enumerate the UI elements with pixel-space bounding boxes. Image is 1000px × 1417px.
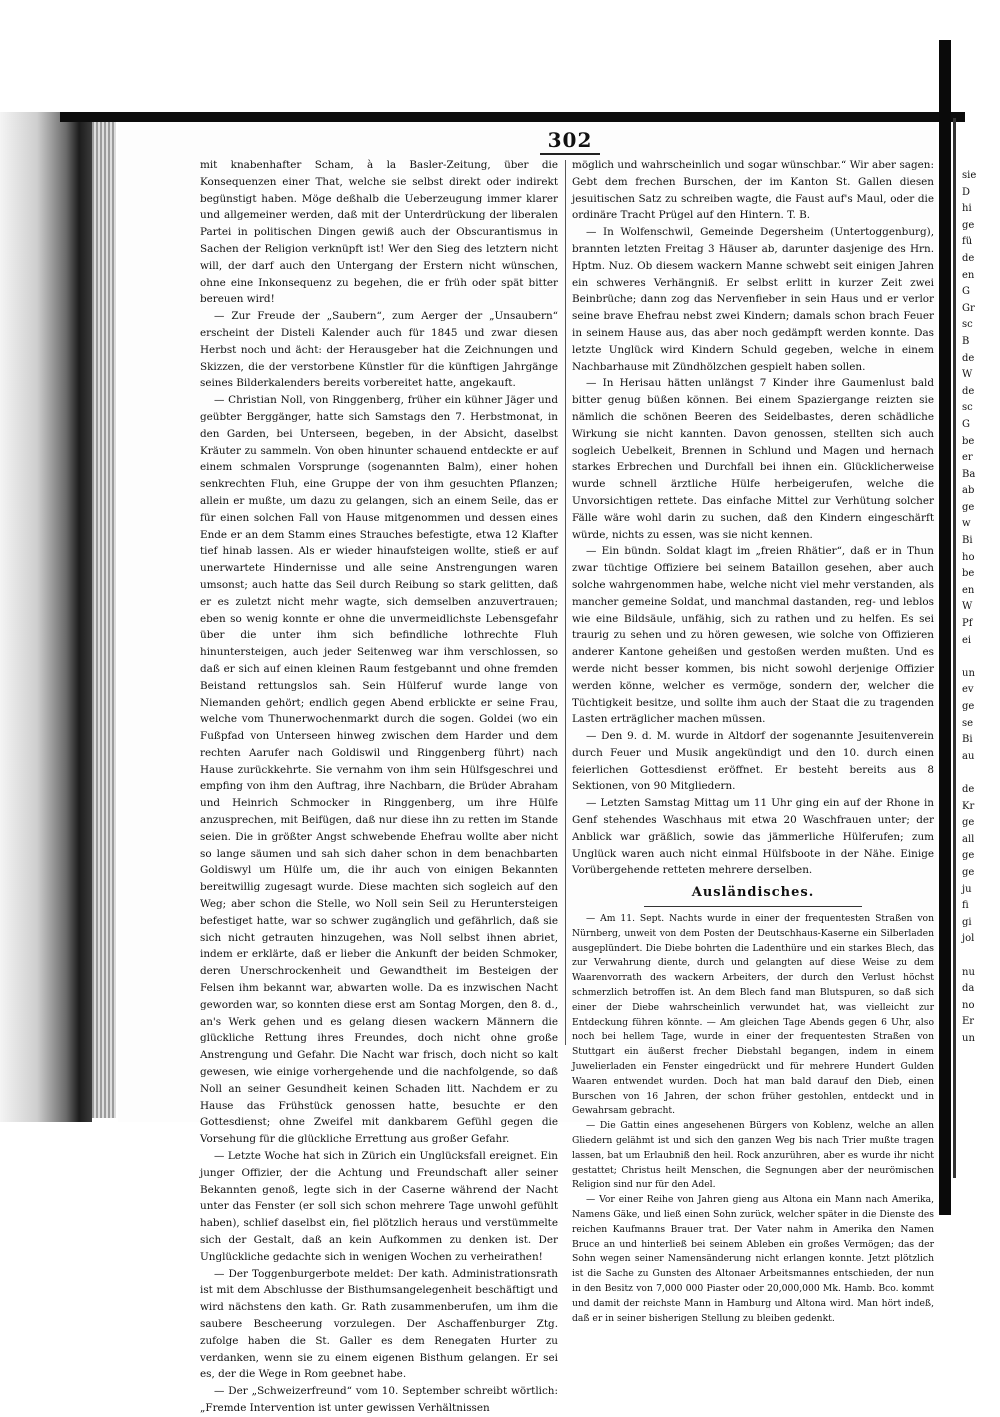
article-paragraph: — In Wolfenschwil, Gemeinde Degersheim (Untertoggenburg), brannten letzten Freitag 3 Häuser ab, darunter dasjenige des Hrn. Hptm. Nuz. Ob diesem wackern Manne schwebt seit einigen Jahren ein schweres Verhängniß. Er selbst erlitt in kurzer Zeit zwei Beinbrüche; dann zog das Nervenfieber in sein Haus und er verlor seine brave Ehefrau nebst zwei Kindern; damals schon brach Feuer in seinem Hause aus, das aber noch gedämpft werden konnte. Das letzte Unglück wird Kindern Schuld gegeben, welche in einem Nachbarhause mit Zündhölzchen gespielt haben sollen. — [572, 226, 934, 373]
fragment-line: jol — [962, 933, 975, 945]
article-paragraph: mit knabenhafter Scham, à la Basler-Zeitung, über die Konsequenzen einer That, welche sie selbst direkt oder indirekt begünstigt haben. Möge deßhalb die Ueberzeugung immer klarer und allgemeiner werden, daß mit der Unterdrückung der liberalen Partei in politischen Dingen gewiß auch der Obscurantismus in Sachen der Religion verknüpft ist! Wer den Sieg des letztern nicht will, der darf auch den Untergang der Erstern nicht wünschen, ohne eine Inkonsequenz zu begehen, die er früh oder spät bitter bereuen wird! — [200, 159, 558, 306]
fragment-line: ge — [962, 219, 975, 231]
fragment-line: Bi — [962, 535, 973, 547]
fragment-line: Pf — [962, 618, 973, 630]
fragment-line: ge — [962, 701, 975, 712]
fragment-line: no — [962, 999, 975, 1011]
foreign-news-paragraph: — Am 11. Sept. Nachts wurde in einer der frequentesten Straßen von Nürnberg, unweit von dem Posten der Deutschhaus-Kaserne ein Silberladen ausgeplündert. Die Diebe bohrten die Ladenthüre und ein starkes Blech, das zur Verwahrung diente, durch und gelangten auf diese Weise zu dem Waarenvorrath des wackern Arbeiters, der durch den Verlust höchst schmerzlich betroffen ist. An dem Blech fand man Blutspuren, so daß sich einer der Diebe wahrscheinlich verwundet hat, was vielleicht zur Entdeckung führen könnte. — Am gleichen Tage Abends gegen 6 Uhr, also noch bei hellem Tage, wurde in einer der frequentesten Straßen von Stuttgart ein äußerst frecher Diebstahl begangen, indem in einem Juwelierladen ein Fenster eingedrückt und für mehrere Hundert Gulden Waaren entwendet wurden. Doch hat man bald darauf den Dieb, einen Burschen von 16 Jahren, der schon früher gestohlen, entdeckt und in Gewahrsam gebracht. — [572, 913, 934, 1117]
left-column — [200, 157, 558, 1414]
book-spine — [0, 112, 92, 1122]
fragment-line — [962, 948, 1000, 965]
top-border — [60, 112, 965, 122]
fragment-line: W — [962, 369, 973, 381]
foreign-news-paragraph: — Die Gattin eines angesehenen Bürgers von Koblenz, welche an allen Gliedern gelähmt ist und sich den ganzen Weg bis nach Trier mußte tragen lassen, bat um Erlaubniß den heil. Rock anzurühren, aber es wurde ihr nicht gestattet; Christus heilt Menschen, die Segnungen aber der neurömischen Religion sind nur für den Adel. — [572, 1120, 934, 1191]
fragment-line: Ba — [962, 468, 976, 480]
fragment-line: hi — [962, 203, 972, 215]
fragment-line: W — [962, 601, 973, 613]
fragment-line: de — [962, 352, 975, 364]
fragment-line: da — [962, 983, 975, 995]
article-paragraph: — Zur Freude der „Saubern“, zum Aerger der „Unsaubern“ erscheint der Disteli Kalender auch für 1845 und zwar diesen Herbst noch und ächt: der Herausgeber hat die Zeichnungen und Skizzen, die der verstorbene Künstler für die künftigen Jahrgänge seines Bilderkalenders bereits vorbereitet hatte, angekauft. — [200, 310, 558, 390]
fragment-line: G — [962, 286, 970, 298]
page-edges — [92, 118, 116, 1118]
fragment-line: be — [962, 435, 975, 447]
fragment-line: nu — [962, 966, 975, 978]
fragment-line: sc — [962, 319, 973, 331]
page-number-rule — [540, 153, 600, 155]
fragment-line: de — [962, 252, 975, 264]
fragment-line: se — [962, 717, 974, 729]
right-column — [572, 157, 934, 1324]
fragment-line: ev — [962, 684, 974, 696]
fragment-line: B — [962, 335, 970, 347]
fragment-line — [962, 649, 1000, 666]
fragment-line: un — [962, 667, 975, 679]
fragment-line: Kr — [962, 800, 975, 812]
gutter-line — [953, 118, 956, 1178]
adjacent-page-fragments — [962, 168, 1000, 1168]
article-paragraph: — Ein bündn. Soldat klagt im „freien Rhätier“, daß er in Thun zwar tüchtige Offiziere bei seinem Bataillon gesehen, aber auch solche wahrgenommen habe, welche nicht viel mehr verstanden, als mancher gemeine Soldat, und manchmal dastanden, reg- und leblos wie eine Bildsäule, unfähig, sich zu rathen und zu helfen. Es sei traurig zu sehen und zu hören gewesen, wie solche von Offizieren anderer Kantone geheißen und gestoßen werden mußten. Und es werde nicht besser kommen, bis nicht sowohl derjenige Offizier werden könne, welcher es vermöge, sondern der, welcher die Tüchtigkeit besitze, und sollte ihm auch der Staat die zu tragenden Lasten erträglicher machen müssen. — [572, 545, 934, 726]
foreign-news-paragraph: — Vor einer Reihe von Jahren gieng aus Altona ein Mann nach Amerika, Namens Gäke, und ließ einen Sohn zurück, welcher später in die Dienste des reichen Kaufmanns Brauer trat. Der Vater nahm in Amerika den Namen Bruce an und hinterließ bei seinem Ableben ein großes Vermögen; das der Sohn wegen seiner Namensänderung nicht erlangen konnte. Jetzt plötzlich ist die Sache zu Gunsten des Altonaer Arbeitsmannes entschieden, der nun in den Besitz von 7,000 000 Piaster oder 20,000,000 Mk. Hamb. Bco. kommt und damit der reichste Mann in Hamburg und Altona wird. Man hört indeß, daß er in seiner bisherigen Stellung zu bleiben gedenkt. — [572, 1194, 934, 1324]
article-paragraph: — Den 9. d. M. wurde in Altdorf der sogenannte Jesuitenverein durch Feuer und Musik angekündigt und den 10. durch einen feierlichen Gottesdienst eröffnet. Er besteht bereits aus 8 Sektionen, von 90 Mitgliedern. — [572, 730, 934, 793]
fragment-line: gi — [962, 916, 972, 928]
fragment-line: w — [962, 518, 971, 530]
fragment-line: de — [962, 783, 975, 795]
section-heading-rule — [644, 906, 861, 907]
article-paragraph: möglich und wahrscheinlich und sogar wünschbar.“ Wir aber sagen: Gebt dem frechen Burschen, der im Kanton St. Gallen diesen jesuitischen Satz zu schreiben wagte, die Faust auf's Maul, oder die ordinäre Tracht Prügel auf den Hintern. T. B. — [572, 159, 934, 222]
fragment-line: sie — [962, 170, 977, 181]
fragment-line: Gr — [962, 302, 975, 314]
fragment-line: ge — [962, 866, 975, 878]
column-divider — [565, 160, 566, 1045]
fragment-line: ge — [962, 850, 975, 862]
fragment-line: D — [962, 186, 971, 198]
section-heading: Ausländisches. — [691, 885, 815, 901]
fragment-line: ge — [962, 817, 975, 829]
fragment-line — [962, 765, 1000, 782]
page-number: 302 — [547, 128, 593, 152]
article-paragraph: — Letzte Woche hat sich in Zürich ein Unglücksfall ereignet. Ein junger Offizier, der die Achtung und Freundschaft aller seiner Bekannten genoß, legte sich in der Caserne während der Nacht unter das Fenster (er soll sich schon mehrere Tage unwohl gefühlt haben), schlief daselbst ein, fiel plötzlich heraus und verstümmelte sich der Gestalt, daß an kein Aufkommen zu denken ist. Der Unglückliche gedachte sich in wenigen Wochen zu verheirathen! — [200, 1150, 558, 1263]
gutter-bar — [939, 40, 951, 1215]
article-paragraph: — Der „Schweizerfreund“ vom 10. September schreibt wörtlich: „Fremde Intervention ist unter gewissen Verhältnissen — [200, 1385, 558, 1414]
fragment-line: en — [962, 584, 975, 596]
article-paragraph: — Letzten Samstag Mittag um 11 Uhr ging ein auf der Rhone in Genf stehendes Waschhaus mit etwa 20 Waschfrauen unter; der Anblick war gräßlich, sowie das jämmerliche Hülferufen; zum Unglück waren auch nicht einmal Hülfsboote in der Nähe. Einige Vorübergehende retteten mehrere derselben. — [572, 797, 934, 877]
fragment-line: be — [962, 568, 975, 580]
article-paragraph: — Der Toggenburgerbote meldet: Der kath. Administrationsrath ist mit dem Abschlusse der Bisthumsangelegenheit beschäftigt und wird nächstens den kath. Gr. Rath zusammenberufen, um ihm die saubere Bescheerung vorzulegen. Der Aschaffenburger Ztg. zufolge haben die St. Galler es dem Renegaten Hurter zu verdanken, wenn sie zu einem eigenen Bisthum gelangen. Er sei es, der die Wege in Rom geebnet habe. — [200, 1267, 558, 1381]
article-paragraph: — In Herisau hätten unlängst 7 Kinder ihre Gaumenlust bald bitter genug büßen können. Bei einem Spaziergange reizten sie nämlich die schönen Beeren des Seidelbastes, deren schädliche Wirkung sie nicht kannten. Davon genossen, stellten sich auch sogleich Uebelkeit, Brennen in Schlund und Magen und hernach starkes Erbrechen und Durchfall bei ihnen ein. Glücklicherweise wurde schnell ärztliche Hülfe herbeigerufen, welche die Unvorsichtigen rettete. Das einfache Mittel zur Verhütung solcher Fälle wäre wohl darin zu suchen, daß den Kindern eingeschärft würde, nichts zu essen, was sie nicht kennen. — [572, 377, 934, 541]
fragment-line: G — [962, 418, 970, 430]
fragment-line: ge — [962, 501, 975, 513]
fragment-line: ei — [962, 634, 972, 646]
article-paragraph: — Christian Noll, von Ringgenberg, früher ein kühner Jäger und geübter Berggänger, hatte sich Samstags den 7. Herbstmonat, in den Garden, bei Unterseen, begeben, in der Absicht, daselbst Kräuter zu sammeln. Von oben hinunter schauend entdeckte er auf einem schmalen Vorsprunge (sogenannten Balm), einer hohen senkrechten Fluh, eine Gruppe der von ihm gesuchten Pflanzen; allein er mußte, um dazu zu gelangen, sich an einem Seile, das er für einen solchen Fall von Hause mitgenommen und dessen eines Ende er an dem Stamm eines Strauches befestigte, etwa 12 Klafter tief hinab lassen. Als er wieder hinaufsteigen wollte, stieß er auf unerwartete Hindernisse und alle seine Anstrengungen waren umsonst; auch hatte das Seil durch Reibung so stark gelitten, daß er es zuletzt nicht mehr wagte, sich demselben anzuvertrauen; eben so wenig konnte er ohne die unvermeidlichste Lebensgefahr über die unter ihm sich befindliche lothrechte Fluh hinuntersteigen, auch jeder Seitenweg war ihm verschlossen, so daß er sich auf einen kleinen Raum festgebannt und ohne fremden Beistand rettungslos sah. Sein Hülferuf wurde lange von Niemanden gehört; endlich gegen Abend erblickte er seine Frau, welche vom Thunerwochenmarkt durch die sogen. Goldei (wo ein Fußpfad von Unterseen hinweg zwischen dem Harder und dem rechten Aarufer nach Goldiswil und Ringgenberg führt) nach Hause zurückkehrte. Sie vernahm von ihm sein Hülfsgeschrei und empfing von ihm den Auftrag, ihre Nachbarn, die Brüder Abraham und Heinrich Schmocker in Ringgenberg, um ihre Hülfe anzusprechen, mit Beifügen, daß nur diese ihn zu retten im Stande seien. Die in größter Angst schwebende Ehefrau wollte aber nicht so lange säumen und sah sich daher schon in dem benachbarten Goldiswyl um Hülfe um, die ihr auch von einigen Bekannten bereitwillig zugesagt wurde. Diese machten sich sogleich auf den Weg; aber schon die Stelle, wo Noll sein Seil zu Heruntersteigen befestiget hatte, war so schwer zugänglich und gefährlich, daß sie sich nicht getrauten hinzugehen, was Noll selbst ihnen abriet, indem er erklärte, daß er lieber die Ankunft der beiden Schmoker, deren Unerschrockenheit und Gewandtheit im Besteigen der Felsen ihm bekannt war, abwarten wolle. Da es inzwischen Nacht geworden war, so konnten diese erst am Sontag Morgen, den 8. d., an's Werk gehen und es gelang diesen wackern Männern die glückliche Rettung ihres Freundes, doch nicht ohne große Anstrengung und Gefahr. Die Nacht war frisch, doch nicht so kalt gewesen, wie einige vorhergehende und die nachfolgende, so daß Noll an seiner Gesundheit keinen Schaden litt. Nachdem er zu Hause das Frühstück genossen hatte, besuchte er den Gottesdienst; ohne Zweifel mit dankbarem Gefühl gegen die Vorsehung für die glückliche Errettung aus großer Gefahr. — [200, 394, 558, 1146]
fragment-line: sc — [962, 402, 973, 414]
fragment-line: er — [962, 452, 973, 464]
fragment-line: ju — [962, 883, 972, 895]
fragment-line: un — [962, 1032, 975, 1044]
fragment-line: all — [962, 833, 975, 845]
fragment-line: ab — [962, 485, 975, 497]
fragment-line: Bi — [962, 734, 973, 746]
fragment-line: fü — [962, 236, 973, 248]
fragment-line: au — [962, 750, 975, 762]
fragment-line: Er — [962, 1016, 975, 1028]
fragment-line: en — [962, 269, 975, 281]
fragment-line: de — [962, 385, 975, 397]
fragment-line: ho — [962, 551, 975, 563]
fragment-line: fi — [962, 900, 969, 912]
